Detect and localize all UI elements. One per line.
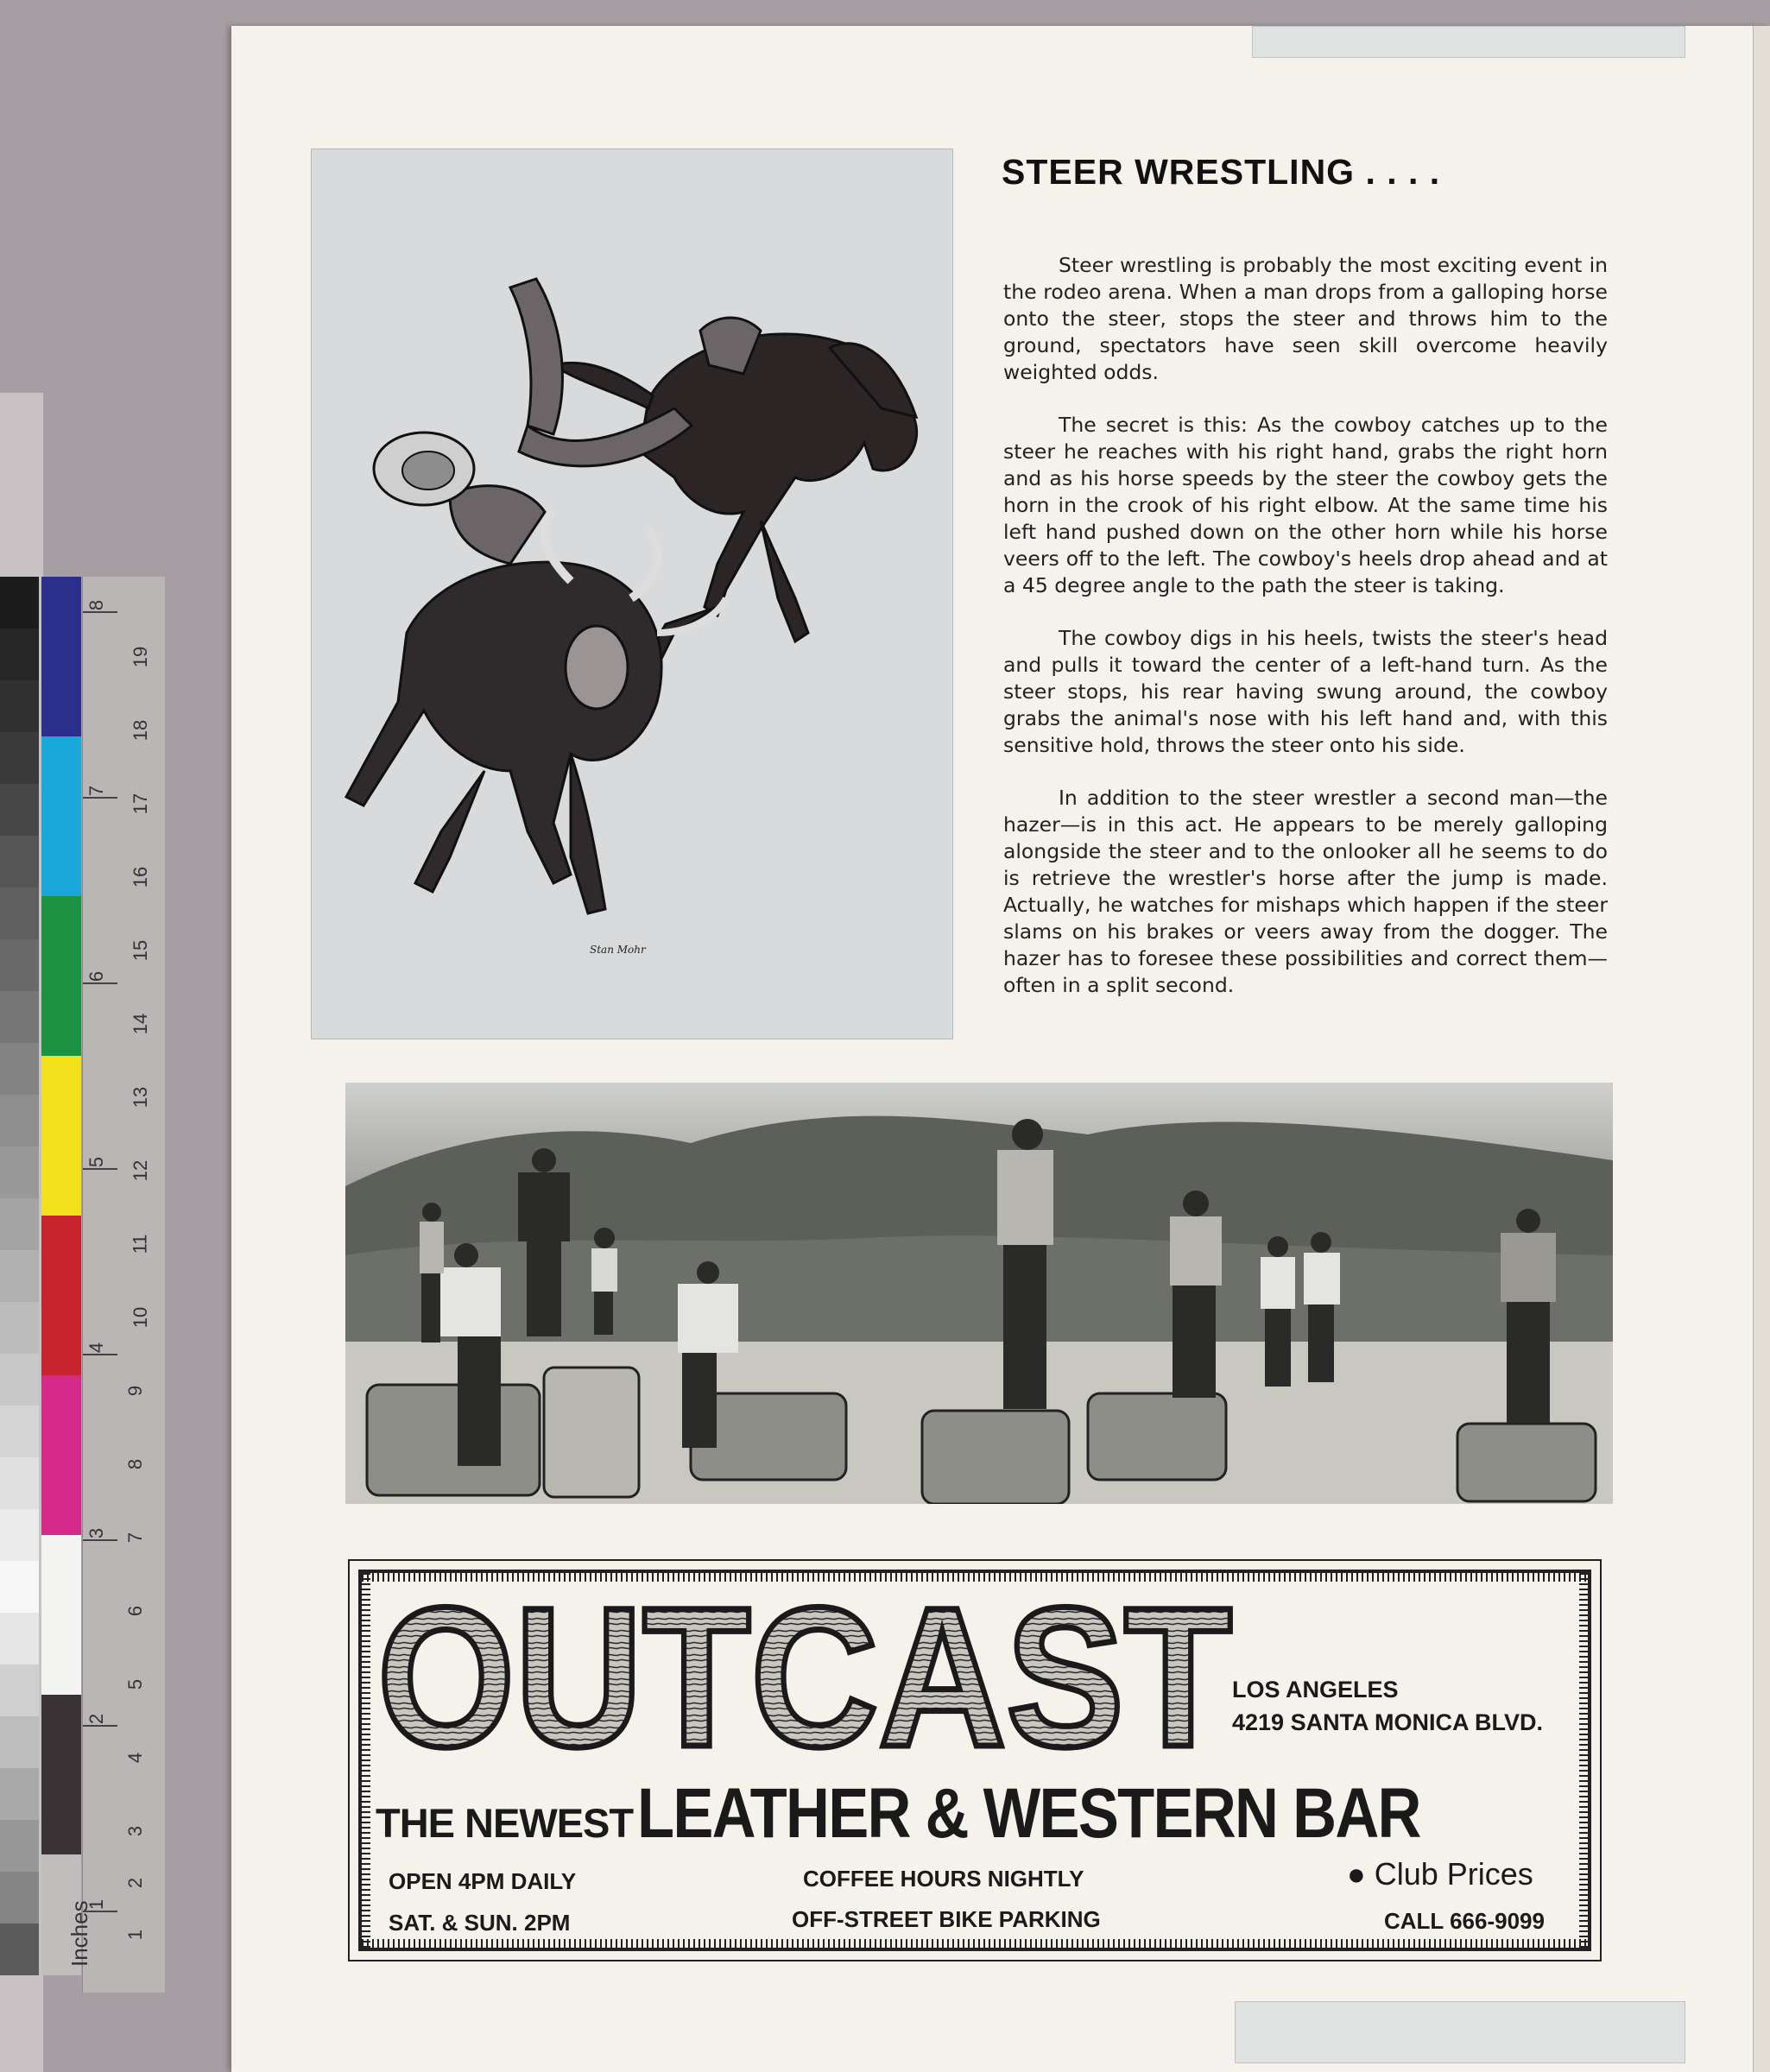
ruler-cm-15: 15 — [130, 939, 152, 962]
ruler-cm-7: 7 — [124, 1532, 147, 1544]
ruler-cm-18: 18 — [130, 719, 152, 742]
ruler-cm-16: 16 — [130, 866, 152, 888]
next-page-edge — [1753, 26, 1770, 2072]
ad-city: LOS ANGELES — [1232, 1677, 1399, 1702]
outcast-advertisement — [348, 1559, 1602, 1961]
measurement-ruler — [66, 577, 165, 1993]
ruler-cm-8: 8 — [124, 1458, 147, 1470]
ruler-inch-8: 8 — [85, 599, 108, 611]
ruler-cm-6: 6 — [124, 1605, 147, 1617]
rodeo-illustration — [311, 148, 953, 1039]
mounting-tab-bottom — [1235, 2001, 1685, 2063]
ruler-cm-19: 19 — [130, 646, 152, 668]
ruler-cm-2: 2 — [124, 1877, 147, 1889]
artist-signature: Stan Mohr — [590, 944, 646, 956]
svg-text:OUTCAST: OUTCAST — [377, 1592, 1232, 1765]
ruler-cm-17: 17 — [130, 793, 152, 815]
ruler-unit-label: Inches — [66, 1900, 92, 1967]
mounting-tab-top — [1252, 26, 1685, 58]
article-paragraph-1: Steer wrestling is probably the most exciting event in the rodeo arena. When a man drops from a galloping horse onto the steer, stops the steer and throws him to the ground, spectators have seen skill overcome heavily weighted odds. — [1003, 253, 1608, 384]
ad-hatch-right — [1579, 1573, 1588, 1948]
ad-tagline-prefix: THE NEWEST — [376, 1800, 634, 1846]
ad-coffee-hours: COFFEE HOURS NIGHTLY — [803, 1866, 1084, 1892]
ruler-inch-7: 7 — [85, 785, 108, 797]
ad-location — [1232, 1673, 1543, 1739]
ad-hours-weekend: SAT. & SUN. 2PM — [389, 1910, 571, 1936]
outcast-logo — [377, 1592, 1241, 1765]
ad-tagline-main: LEATHER & WESTERN BAR — [636, 1774, 1420, 1853]
ad-club-prices: ● Club Prices — [1347, 1856, 1533, 1892]
ruler-cm-11: 11 — [129, 1234, 151, 1254]
ruler-inch-4: 4 — [85, 1342, 108, 1354]
ad-hatch-bottom — [362, 1939, 1588, 1948]
color-patch-strip — [41, 577, 81, 1975]
gray-scale-strip — [0, 577, 39, 1975]
steer-wrestling-drawing — [312, 149, 952, 1039]
photo-scene — [345, 1083, 1613, 1504]
ruler-inch-2: 2 — [85, 1713, 108, 1725]
ruler-cm-5: 5 — [124, 1678, 147, 1690]
ad-phone: CALL 666-9099 — [1384, 1908, 1545, 1934]
ruler-cm-14: 14 — [130, 1013, 152, 1035]
article-body — [1003, 252, 1608, 1025]
ruler-cm-13: 13 — [130, 1086, 152, 1109]
article-paragraph-4: In addition to the steer wrestler a second man—the hazer—is in this act. He appears to be merely galloping alongside the steer and to the onlooker all he seems to do is retrieve the wrestler's horse after the jump is made. Actually, he watches for mishaps which happen if the steer slams on his brakes or veers away from the dogger. The hazer has to foresee these possibilities and correct them—often in a split second. — [1003, 786, 1608, 997]
ruler-cm-12: 12 — [130, 1159, 152, 1182]
article-paragraph-2: The secret is this: As the cowboy catches up to the steer he reaches with his right hand, grabs the right horn and as his horse speeds by the steer the cowboy gets the horn in the crook of his right elbow. At the same time his left hand pushed down on the other horn while his horse veers off to the left. The cowboy's heels drop ahead and at a 45 degree angle to the path the steer is taking. — [1003, 413, 1608, 597]
ad-hatch-left — [362, 1573, 370, 1948]
ruler-inch-6: 6 — [85, 970, 108, 982]
ruler-inch-3: 3 — [85, 1527, 108, 1539]
ad-hatch-top — [362, 1573, 1588, 1582]
ad-address: 4219 SANTA MONICA BLVD. — [1232, 1709, 1544, 1735]
ad-hours-daily: OPEN 4PM DAILY — [389, 1868, 577, 1894]
ruler-cm-1: 1 — [124, 1929, 147, 1941]
ad-tagline — [376, 1773, 1547, 1854]
article-paragraph-3: The cowboy digs in his heels, twists the steer's head and pulls it toward the center of a left-hand turn. As the steer stops, his rear having swung around, the cowboy grabs the animal's nose with his left hand and, with this sensitive hold, throws the steer onto his side. — [1003, 626, 1608, 757]
ruler-inch-5: 5 — [85, 1156, 108, 1168]
barrel-riding-photo — [345, 1083, 1613, 1504]
article-title: STEER WRESTLING . . . . — [1002, 152, 1441, 192]
ruler-inch-1: 1 — [85, 1898, 108, 1911]
ruler-cm-9: 9 — [124, 1385, 147, 1397]
ruler-cm-4: 4 — [124, 1752, 147, 1764]
ruler-cm-10: 10 — [130, 1306, 152, 1329]
ad-bike-parking: OFF-STREET BIKE PARKING — [792, 1906, 1101, 1932]
ruler-cm-3: 3 — [124, 1825, 147, 1837]
